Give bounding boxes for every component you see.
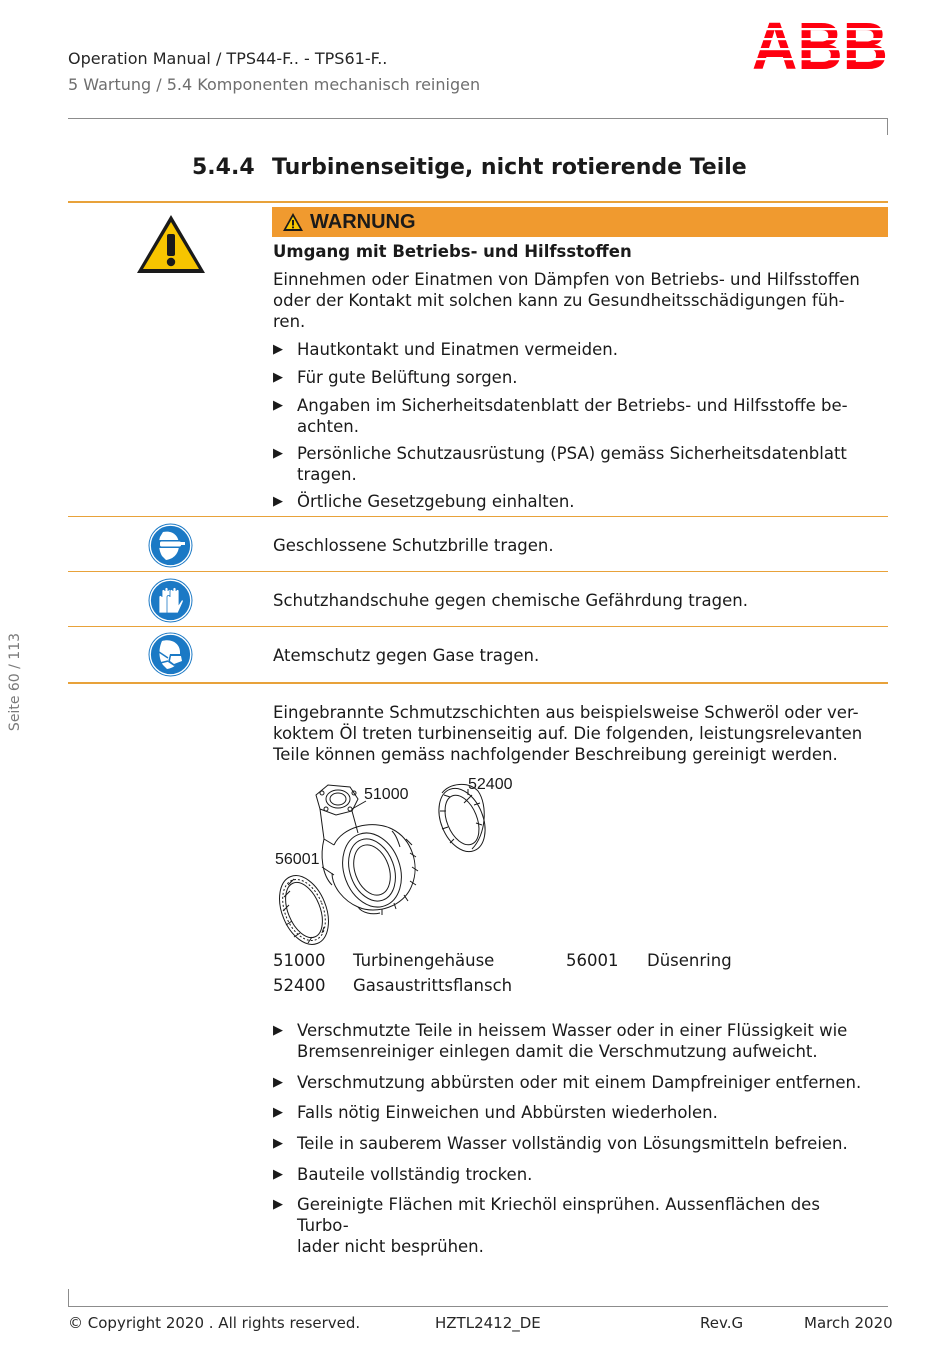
legend-code: 51000 xyxy=(273,951,326,970)
ppe-divider xyxy=(68,571,888,572)
ppe-instruction: Geschlossene Schutzbrille tragen. xyxy=(273,536,554,555)
bullet-arrow-icon: ▶ xyxy=(273,1197,283,1212)
revision: Rev.G xyxy=(700,1314,744,1332)
warning-intro-line: Einnehmen oder Einatmen von Dämpfen von Betriebs- und Hilfsstoffen xyxy=(273,270,860,289)
warning-bottom-rule xyxy=(68,682,888,684)
page-number-label: Seite 60 / 113 xyxy=(7,632,23,732)
cleaning-step xyxy=(273,1164,873,1185)
section-heading xyxy=(192,155,747,180)
step-line: Bauteile vollständig trocken. xyxy=(297,1165,533,1184)
bullet-arrow-icon: ▶ xyxy=(273,494,283,509)
bullet-arrow-icon: ▶ xyxy=(273,1105,283,1120)
warning-label: WARNUNG xyxy=(310,210,416,233)
document-id: HZTL2412_DE xyxy=(435,1314,541,1332)
warning-action-line: tragen. xyxy=(297,465,357,484)
abb-logo xyxy=(753,18,887,70)
figure-callout: 56001 xyxy=(275,851,320,868)
legend-name: Gasaustrittsflansch xyxy=(353,976,513,995)
safety-goggles-icon xyxy=(148,523,193,568)
header-divider-tick xyxy=(887,118,888,135)
figure-callout: 52400 xyxy=(468,776,513,793)
bullet-arrow-icon: ▶ xyxy=(273,446,283,461)
document-title: Operation Manual / TPS44-F.. - TPS61-F.. xyxy=(68,49,388,68)
warning-banner xyxy=(272,207,888,237)
warning-action xyxy=(273,367,873,388)
bullet-arrow-icon: ▶ xyxy=(273,1075,283,1090)
bullet-arrow-icon: ▶ xyxy=(273,1136,283,1151)
header-divider xyxy=(68,118,888,119)
warning-action xyxy=(273,491,873,512)
bullet-arrow-icon: ▶ xyxy=(273,370,283,385)
warning-action xyxy=(273,339,873,360)
warning-action-line: Für gute Belüftung sorgen. xyxy=(297,368,518,387)
warning-top-rule xyxy=(68,201,888,203)
warning-heading: Umgang mit Betriebs- und Hilfsstoffen xyxy=(273,242,632,261)
cleaning-step xyxy=(273,1072,873,1093)
footer-divider-tick xyxy=(68,1289,69,1306)
ppe-divider xyxy=(68,516,888,517)
respirator-icon xyxy=(148,632,193,677)
step-line: Verschmutzung abbürsten oder mit einem Dampfreiniger entfernen. xyxy=(297,1073,862,1092)
warning-triangle-icon xyxy=(135,212,207,276)
step-line: Teile in sauberem Wasser vollständig von Lösungsmitteln befreien. xyxy=(297,1134,848,1153)
warning-action xyxy=(273,443,873,485)
step-line: lader nicht besprühen. xyxy=(297,1237,484,1256)
section-title: Turbinenseitige, nicht rotierende Teile xyxy=(272,155,747,180)
step-line: Bremsenreiniger einlegen damit die Verschmutzung aufweicht. xyxy=(297,1042,818,1061)
warning-intro xyxy=(273,269,873,332)
legend-code: 56001 xyxy=(566,951,619,970)
warning-action-line: Persönliche Schutzausrüstung (PSA) gemäss Sicherheitsdatenblatt xyxy=(297,444,847,463)
warning-small-icon xyxy=(282,212,304,232)
step-line: Falls nötig Einweichen und Abbürsten wiederholen. xyxy=(297,1103,718,1122)
body-paragraph xyxy=(273,702,873,765)
warning-action xyxy=(273,395,873,437)
legend-name: Düsenring xyxy=(647,951,732,970)
legend-code: 52400 xyxy=(273,976,326,995)
warning-action-line: achten. xyxy=(297,417,359,436)
cleaning-step xyxy=(273,1102,873,1123)
bullet-arrow-icon: ▶ xyxy=(273,1167,283,1182)
copyright: © Copyright 2020 . All rights reserved. xyxy=(68,1314,361,1332)
warning-intro-line: ren. xyxy=(273,312,306,331)
cleaning-step xyxy=(273,1020,873,1062)
figure-callout: 51000 xyxy=(364,786,409,803)
publication-date: March 2020 xyxy=(804,1314,893,1332)
warning-action-line: Angaben im Sicherheitsdatenblatt der Betriebs- und Hilfsstoffe be- xyxy=(297,396,848,415)
cleaning-step xyxy=(273,1194,873,1257)
body-line: koktem Öl treten turbinenseitig auf. Die folgenden, leistungsrelevanten xyxy=(273,724,863,743)
body-line: Teile können gemäss nachfolgender Beschreibung gereinigt werden. xyxy=(273,745,838,764)
bullet-arrow-icon: ▶ xyxy=(273,1023,283,1038)
footer-divider xyxy=(68,1306,888,1307)
cleaning-step xyxy=(273,1133,873,1154)
ppe-instruction: Atemschutz gegen Gase tragen. xyxy=(273,646,540,665)
section-number: 5.4.4 xyxy=(192,155,255,180)
legend-name: Turbinengehäuse xyxy=(353,951,495,970)
breadcrumb: 5 Wartung / 5.4 Komponenten mechanisch reinigen xyxy=(68,75,481,94)
warning-intro-line: oder der Kontakt mit solchen kann zu Gesundheitsschädigungen füh- xyxy=(273,291,845,310)
ppe-divider xyxy=(68,626,888,627)
step-line: Verschmutzte Teile in heissem Wasser oder in einer Flüssigkeit wie xyxy=(297,1021,848,1040)
ppe-instruction: Schutzhandschuhe gegen chemische Gefährdung tragen. xyxy=(273,591,748,610)
step-line: Gereinigte Flächen mit Kriechöl einsprühen. Aussenflächen des Turbo- xyxy=(297,1195,820,1235)
bullet-arrow-icon: ▶ xyxy=(273,342,283,357)
bullet-arrow-icon: ▶ xyxy=(273,398,283,413)
body-line: Eingebrannte Schmutzschichten aus beispielsweise Schweröl oder ver- xyxy=(273,703,859,722)
protective-gloves-icon xyxy=(148,578,193,623)
warning-action-line: Hautkontakt und Einatmen vermeiden. xyxy=(297,340,618,359)
warning-action-line: Örtliche Gesetzgebung einhalten. xyxy=(297,492,575,511)
